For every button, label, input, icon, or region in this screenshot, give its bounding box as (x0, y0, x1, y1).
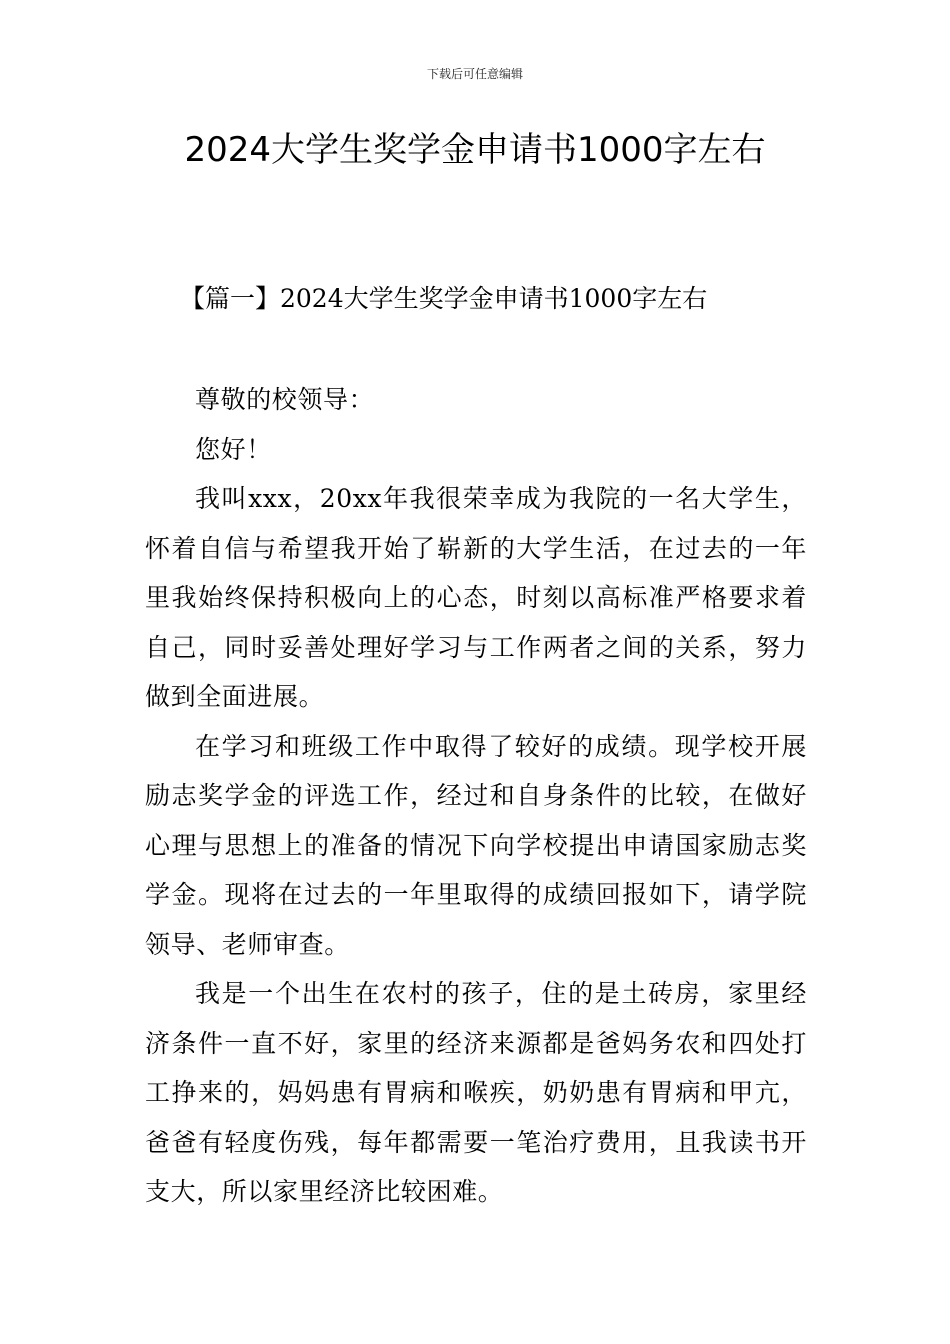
document-body (145, 375, 807, 1217)
header-note: 下载后可任意编辑 (426, 67, 523, 81)
body-paragraph: 在学习和班级工作中取得了较好的成绩。现学校开展励志奖学金的评选工作，经过和自身条件的比较，在做好心理与思想上的准备的情况下向学校提出申请国家励志奖学金。现将在过去的一年里取得的成绩回报如下，请学院领导、老师审查。 (145, 731, 807, 959)
section-heading: 【篇一】2024大学生奖学金申请书1000字左右 (180, 284, 708, 313)
salutation: 尊敬的校领导： (195, 385, 375, 414)
body-paragraph: 我是一个出生在农村的孩子，住的是土砖房，家里经济条件一直不好，家里的经济来源都是爸妈务农和四处打工挣来的，妈妈患有胃病和喉疾，奶奶患有胃病和甲亢，爸爸有轻度伤残，每年都需要一笔治疗费用，且我读书开支大，所以家里经济比较困难。 (145, 979, 807, 1206)
greeting: 您好！ (195, 434, 272, 464)
document-title: 2024大学生奖学金申请书1000字左右 (184, 130, 766, 170)
body-paragraph: 我叫xxx，20xx年我很荣幸成为我院的一名大学生，怀着自信与希望我开始了崭新的大学生活，在过去的一年里我始终保持积极向上的心态，时刻以高标准严格要求着自己，同时妥善处理好学习与工作两者之间的关系，努力做到全面进展。 (145, 484, 807, 711)
